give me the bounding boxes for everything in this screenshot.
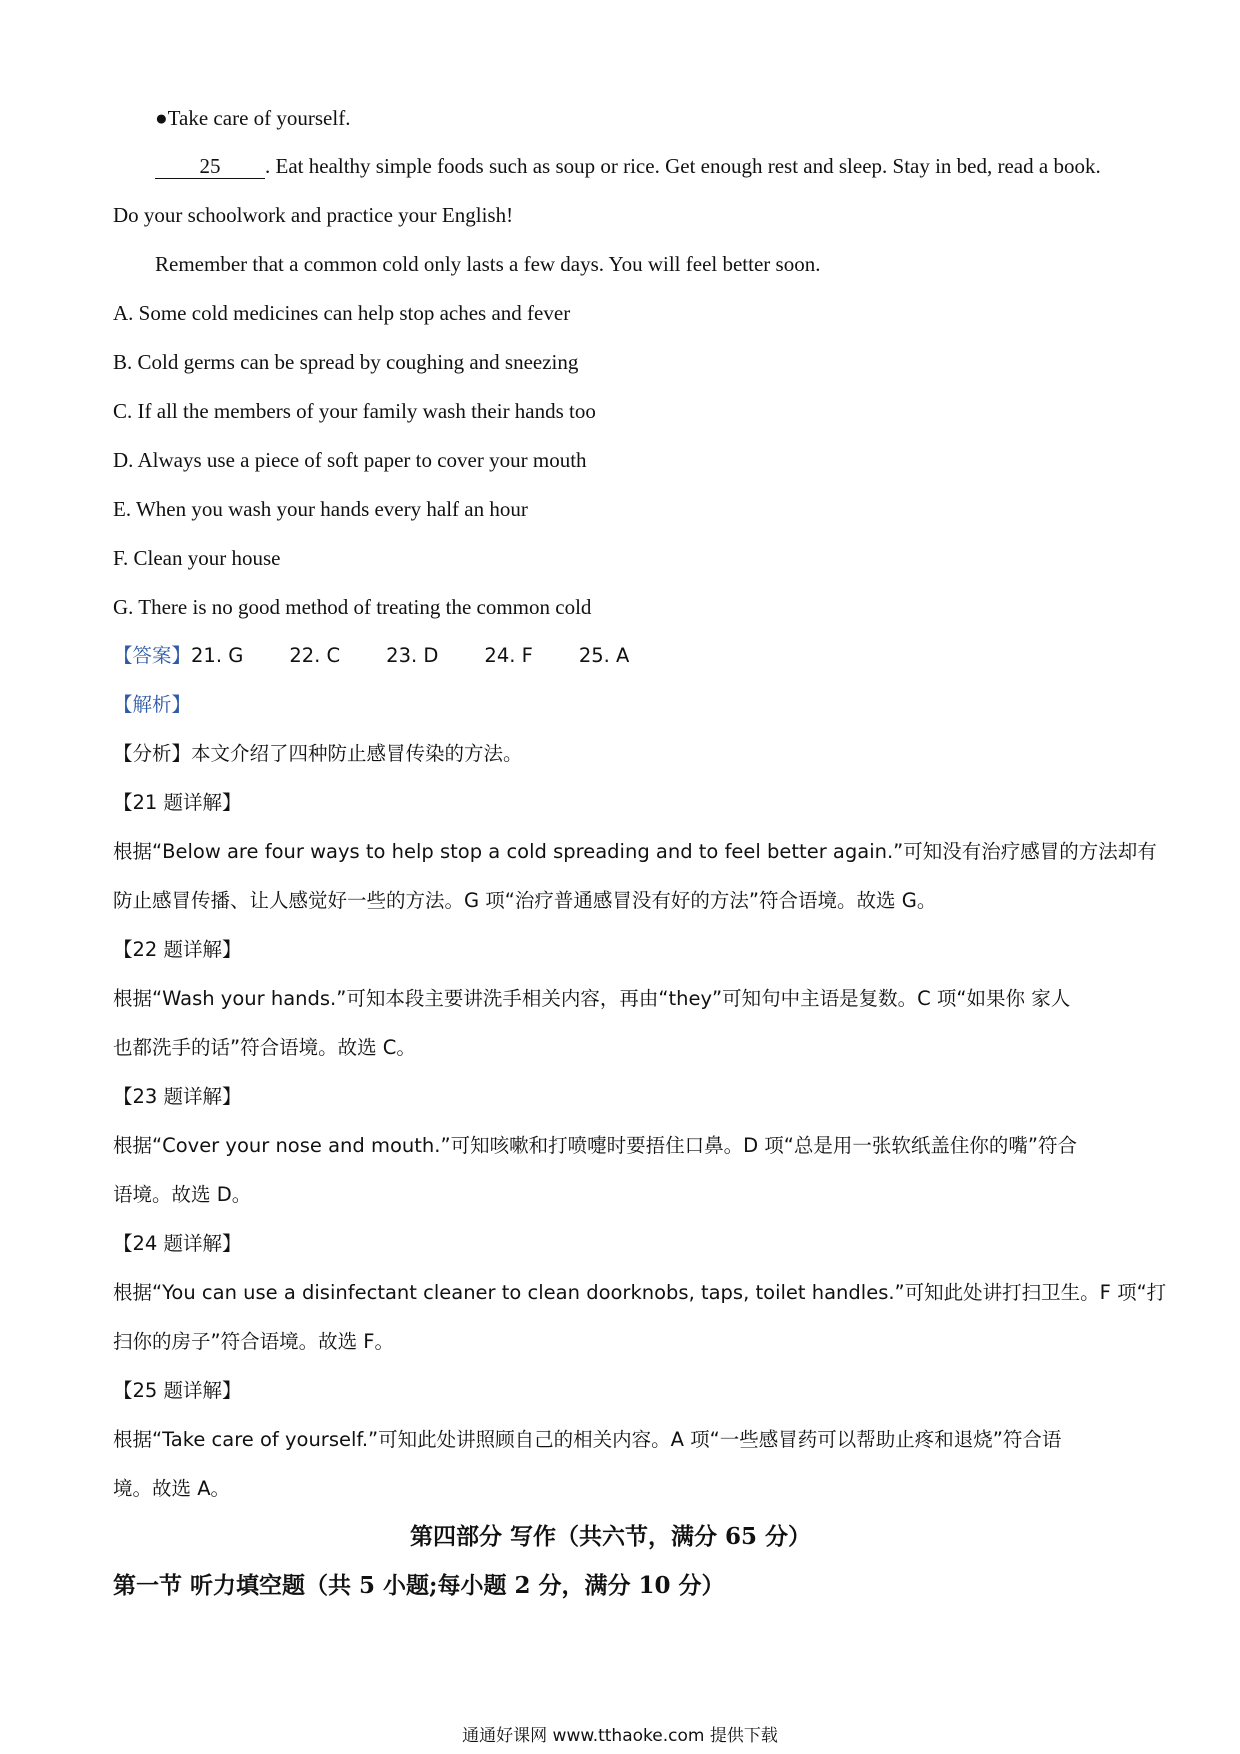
answer-row xyxy=(113,641,675,671)
answer-item: 24. F xyxy=(484,644,533,667)
detail-24-line-2: 扫你的房子”符合语境。故选 F。 xyxy=(113,1330,395,1353)
question-25-continuation: Do your schoolwork and practice your English! xyxy=(113,203,514,227)
detail-24-line-1: 根据“You can use a disinfectant cleaner to clean doorknobs, taps, toilet handles.”可知此处讲打扫卫生。F 项“打 xyxy=(113,1281,1167,1304)
question-25-line xyxy=(155,151,1101,181)
detail-25-title: 【25 题详解】 xyxy=(113,1379,242,1402)
detail-25-line-1: 根据“Take care of yourself.”可知此处讲照顾自己的相关内容。A 项“一些感冒药可以帮助止疼和退烧”符合语 xyxy=(113,1428,1062,1451)
detail-22-title: 【22 题详解】 xyxy=(113,938,242,961)
detail-23-title: 【23 题详解】 xyxy=(113,1085,242,1108)
analysis-summary: 【分析】本文介绍了四种防止感冒传染的方法。 xyxy=(113,742,523,765)
detail-23-line-2: 语境。故选 D。 xyxy=(113,1183,252,1206)
detail-22-line-1: 根据“Wash your hands.”可知本段主要讲洗手相关内容，再由“they”可知句中主语是复数。C 项“如果你 家人 xyxy=(113,987,1071,1010)
answer-item: 21. G xyxy=(191,644,244,667)
detail-22-line-2: 也都洗手的话”符合语境。故选 C。 xyxy=(113,1036,416,1059)
answer-item: 23. D xyxy=(386,644,439,667)
option-b: B. Cold germs can be spread by coughing and sneezing xyxy=(113,350,579,374)
answer-item: 25. A xyxy=(578,644,630,667)
question-25-text: . Eat healthy simple foods such as soup or rice. Get enough rest and sleep. Stay in bed, read a book. xyxy=(265,154,1101,178)
answer-blank-25: 25 xyxy=(155,154,265,179)
answer-item: 22. C xyxy=(289,644,341,667)
detail-23-line-1: 根据“Cover your nose and mouth.”可知咳嗽和打喷嚏时要捂住口鼻。D 项“总是用一张软纸盖住你的嘴”符合 xyxy=(113,1134,1077,1157)
detail-24-title: 【24 题详解】 xyxy=(113,1232,242,1255)
detail-21-line-2: 防止感冒传播、让人感觉好一些的方法。G 项“治疗普通感冒没有好的方法”符合语境。故选 G。 xyxy=(113,889,937,912)
option-d: D. Always use a piece of soft paper to cover your mouth xyxy=(113,448,587,472)
analysis-label: 【解析】 xyxy=(113,693,192,716)
option-c: C. If all the members of your family wash their hands too xyxy=(113,399,596,423)
option-g: G. There is no good method of treating the common cold xyxy=(113,595,592,619)
detail-21-title: 【21 题详解】 xyxy=(113,791,242,814)
page-footer: 通通好课网 www.tthaoke.com 提供下载 xyxy=(462,1726,778,1746)
section-1-heading: 第一节 听力填空题（共 5 小题;每小题 2 分，满分 10 分） xyxy=(113,1572,725,1599)
option-f: F. Clean your house xyxy=(113,546,281,570)
option-a: A. Some cold medicines can help stop aches and fever xyxy=(113,301,571,325)
part-4-heading: 第四部分 写作（共六节，满分 65 分） xyxy=(410,1523,812,1550)
detail-21-line-1: 根据“Below are four ways to help stop a cold spreading and to feel better again.”可知没有治疗感冒的方法却有 xyxy=(113,840,1157,863)
detail-25-line-2: 境。故选 A。 xyxy=(113,1477,231,1500)
closing-sentence: Remember that a common cold only lasts a few days. You will feel better soon. xyxy=(155,252,821,276)
bullet-heading: ●Take care of yourself. xyxy=(155,106,351,130)
option-e: E. When you wash your hands every half an hour xyxy=(113,497,528,521)
answer-label: 【答案】 xyxy=(113,644,192,667)
